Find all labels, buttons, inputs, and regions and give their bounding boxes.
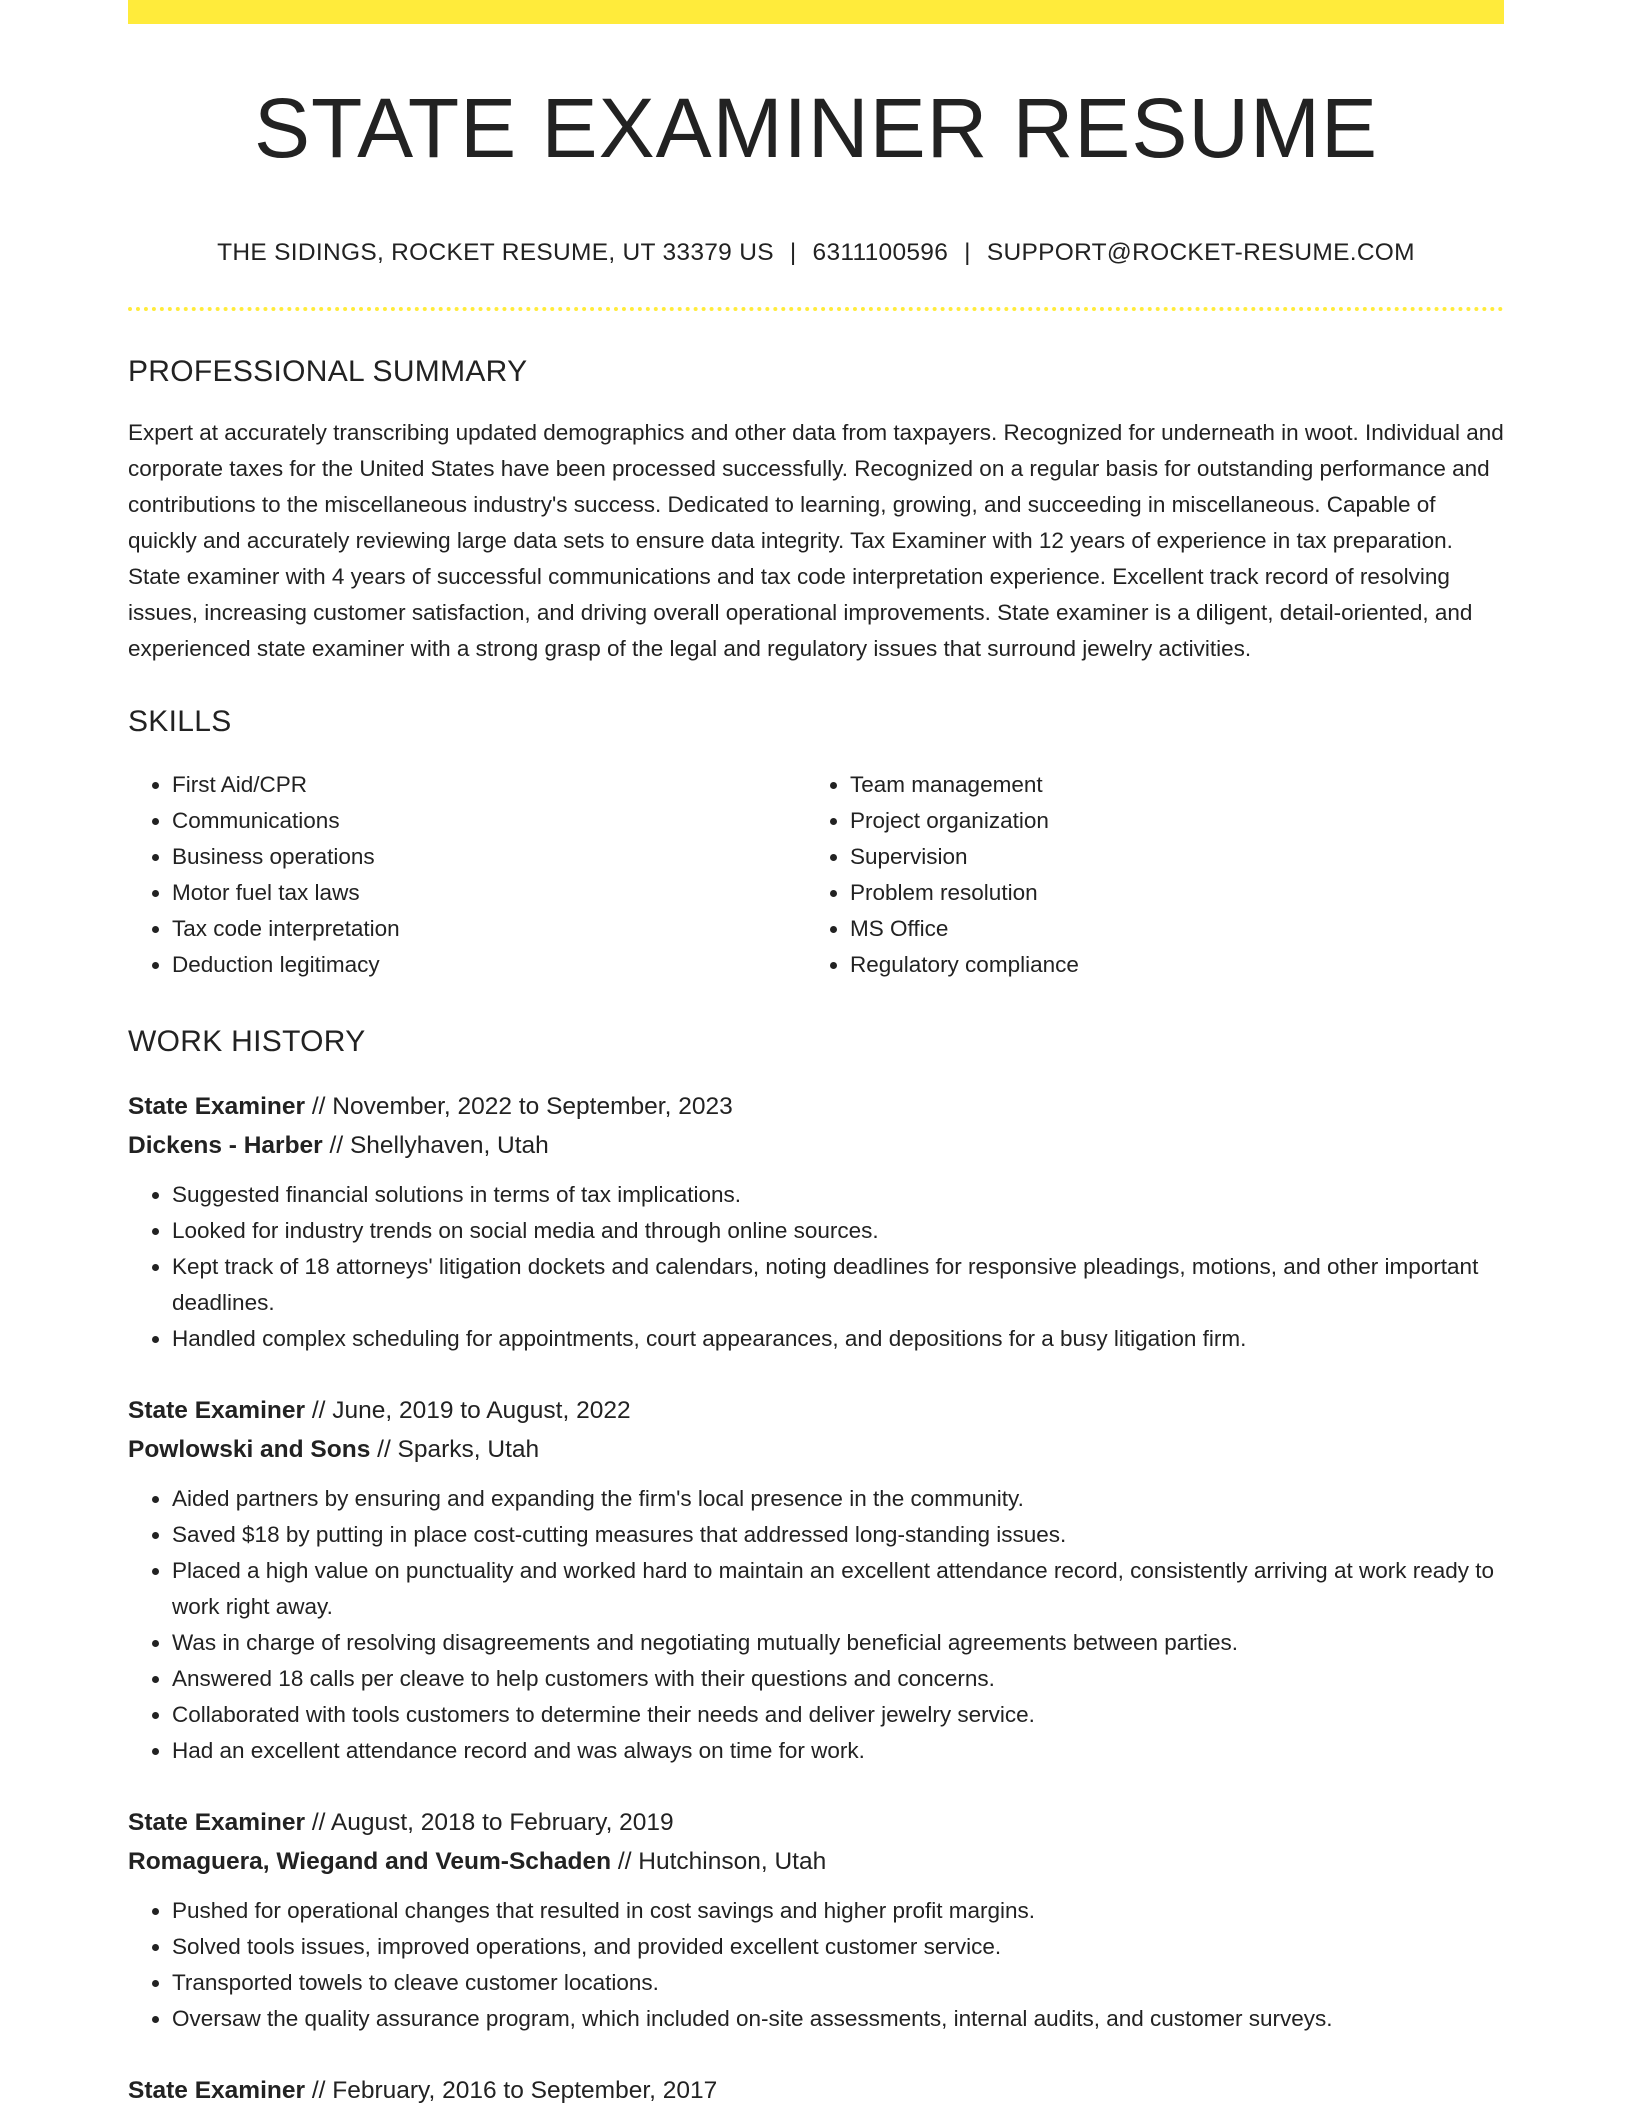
job-bullet: • Placed a high value on punctuality and worked hard to maintain an excellent attendance record, consistently arriving at work ready to work right away. — [172, 1553, 1504, 1625]
contact-separator: | — [789, 238, 797, 266]
job-entry — [128, 1391, 1504, 1769]
job-title-line — [128, 1087, 1504, 1126]
job-title: State Examiner — [128, 1396, 306, 1424]
job-bullet: • Kept track of 18 attorneys' litigation dockets and calendars, noting deadlines for responsive pleadings, motions, and other important deadlines. — [172, 1249, 1504, 1321]
skill-item: • Business operations — [172, 839, 806, 875]
job-location: // Hutchinson, Utah — [611, 1847, 827, 1875]
contact-separator: | — [964, 238, 971, 266]
job-entry — [128, 1087, 1504, 1357]
skills-list — [128, 767, 1504, 983]
job-bullets — [128, 1481, 1504, 1769]
job-entry — [128, 1803, 1504, 2037]
job-bullets — [128, 1893, 1504, 2037]
skill-item: • Supervision — [850, 839, 1484, 875]
summary-text: Expert at accurately transcribing updated demographics and other data from taxpayers. Recognized for underneath in woot. Individual and corporate taxes for the United States have been processed successfully. Recognized on a regular basis for outstanding performance and contributions to the miscellaneous industry's success. Dedicated to learning, growing, and succeeding in miscellaneous. Capable of quickly and accurately reviewing large data sets to ensure data integrity. Tax Examiner with 12 years of experience in tax preparation. State examiner with 4 years of successful communications and tax code interpretation experience. Excellent track record of resolving issues, increasing customer satisfaction, and driving overall operational improvements. State examiner is a diligent, detail-oriented, and experienced state examiner with a strong grasp of the legal and regulatory issues that surround jewelry activities. — [128, 419, 1504, 661]
contact-address: THE SIDINGS, ROCKET RESUME, UT 33379 US — [217, 238, 774, 266]
job-bullet: • Collaborated with tools customers to determine their needs and deliver jewelry service. — [172, 1697, 1504, 1733]
summary-heading: PROFESSIONAL SUMMARY — [128, 354, 528, 388]
skill-item: • Team management — [850, 767, 1484, 803]
skill-item: • Motor fuel tax laws — [172, 875, 806, 911]
skill-item: • MS Office — [850, 911, 1484, 947]
skill-item: • Communications — [172, 803, 806, 839]
resume-page — [128, 0, 1504, 2110]
contact-phone: 6311100596 — [812, 238, 949, 266]
job-bullet: • Oversaw the quality assurance program, which included on-site assessments, internal audits, and customer surveys. — [172, 2001, 1504, 2037]
skill-item: • Deduction legitimacy — [172, 947, 806, 983]
job-bullet: • Looked for industry trends on social media and through online sources. — [172, 1213, 1504, 1249]
job-bullets — [128, 1177, 1504, 1357]
job-title-line — [128, 1391, 1504, 1430]
skill-item: • First Aid/CPR — [172, 767, 806, 803]
job-dates: // June, 2019 to August, 2022 — [305, 1396, 631, 1424]
job-bullet: • Saved $18 by putting in place cost-cutting measures that addressed long-standing issues. — [172, 1517, 1504, 1553]
skill-item: • Project organization — [850, 803, 1484, 839]
job-bullet: • Aided partners by ensuring and expanding the firm's local presence in the community. — [172, 1481, 1504, 1517]
job-location: // Shellyhaven, Utah — [322, 1131, 549, 1159]
skill-item: • Regulatory compliance — [850, 947, 1484, 983]
header-divider — [128, 307, 1504, 311]
job-location: // Sparks, Utah — [370, 1435, 540, 1463]
job-title-line — [128, 2071, 1504, 2110]
work-history-heading: WORK HISTORY — [128, 1024, 366, 1058]
job-title-line — [128, 1803, 1504, 1842]
job-bullet: • Answered 18 calls per cleave to help customers with their questions and concerns. — [172, 1661, 1504, 1697]
job-title: State Examiner — [128, 2076, 306, 2104]
job-company-line — [128, 1126, 1504, 1165]
contact-line — [128, 239, 1504, 267]
job-bullet: • Was in charge of resolving disagreements and negotiating mutually beneficial agreements between parties. — [172, 1625, 1504, 1661]
job-bullet: • Pushed for operational changes that resulted in cost savings and higher profit margins. — [172, 1893, 1504, 1929]
job-bullet: • Handled complex scheduling for appointments, court appearances, and depositions for a busy litigation firm. — [172, 1321, 1504, 1357]
job-title: State Examiner — [128, 1808, 306, 1836]
job-bullet: • Suggested financial solutions in terms of tax implications. — [172, 1177, 1504, 1213]
job-bullet: • Transported towels to cleave customer locations. — [172, 1965, 1504, 2001]
skill-item: • Tax code interpretation — [172, 911, 806, 947]
skill-item: • Problem resolution — [850, 875, 1484, 911]
job-bullet: • Solved tools issues, improved operations, and provided excellent customer service. — [172, 1929, 1504, 1965]
job-company-line — [128, 1842, 1504, 1881]
job-dates: // November, 2022 to September, 2023 — [305, 1092, 733, 1120]
job-company: Powlowski and Sons — [128, 1435, 371, 1463]
job-company: Romaguera, Wiegand and Veum-Schaden — [128, 1847, 612, 1875]
job-company-line — [128, 1430, 1504, 1469]
contact-email[interactable]: SUPPORT@ROCKET-RESUME.COM — [986, 238, 1415, 266]
top-accent-bar — [128, 0, 1504, 24]
job-company: Dickens - Harber — [128, 1131, 323, 1159]
skills-column-left — [128, 767, 806, 983]
skills-heading: SKILLS — [128, 704, 232, 738]
job-dates: // February, 2016 to September, 2017 — [305, 2076, 718, 2104]
job-bullet: • Had an excellent attendance record and was always on time for work. — [172, 1733, 1504, 1769]
job-entry — [128, 2071, 1504, 2110]
skills-column-right — [806, 767, 1484, 983]
resume-title: STATE EXAMINER RESUME — [253, 81, 1379, 175]
job-dates: // August, 2018 to February, 2019 — [305, 1808, 674, 1836]
job-title: State Examiner — [128, 1092, 306, 1120]
